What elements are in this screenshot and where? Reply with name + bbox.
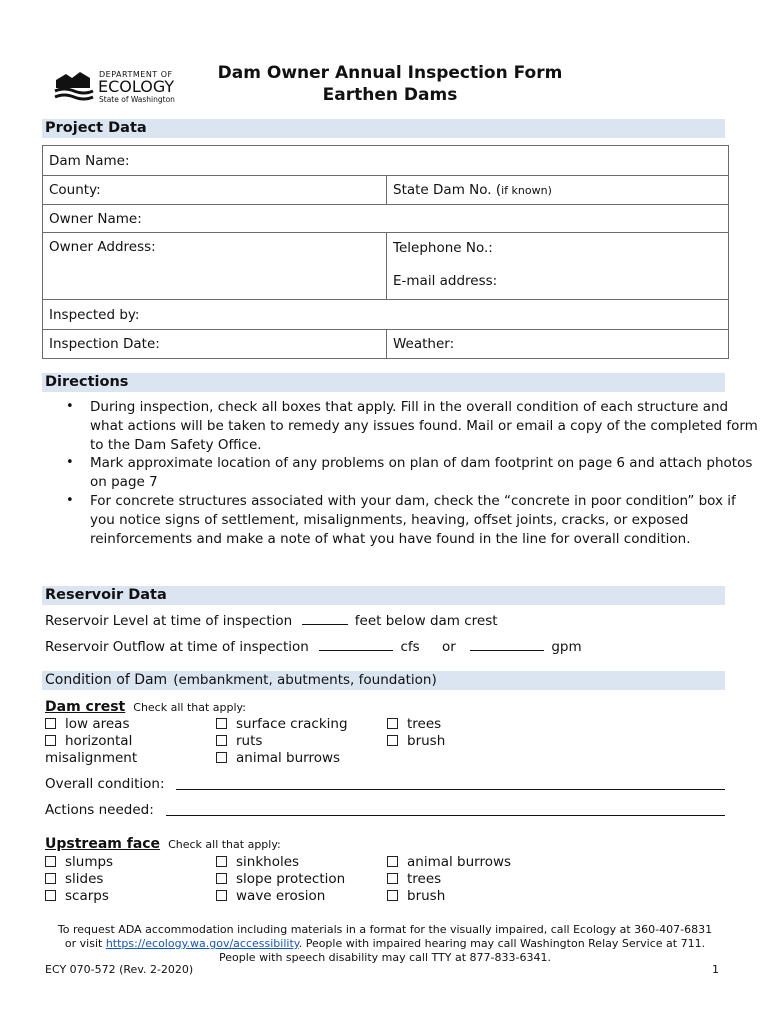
directions-heading: Directions — [42, 373, 725, 392]
checkbox-label: slope protection — [236, 871, 346, 887]
checkbox-item[interactable] — [387, 888, 511, 905]
inspected-by-field[interactable] — [43, 300, 729, 330]
direction-item: • For concrete structures associated with your dam, check the “concrete in poor condition” box if you notice signs of settlement, misalignments, heaving, offset joints, cracks, or exposed reinforcements and make a note of what you have found in the line for overall condition. — [90, 492, 758, 548]
checkbox-item[interactable] — [45, 888, 113, 905]
checkbox[interactable] — [45, 856, 56, 867]
checkbox[interactable] — [387, 856, 398, 867]
checkbox-item[interactable] — [45, 716, 195, 733]
dam-crest-heading — [45, 696, 246, 715]
reservoir-level-input[interactable] — [302, 612, 348, 625]
inspection-date-label: Inspection Date: — [49, 336, 160, 352]
page-number: 1 — [712, 963, 719, 976]
overall-condition-label: Overall condition: — [45, 776, 165, 792]
directions-list — [62, 398, 758, 548]
gpm-unit: gpm — [551, 639, 582, 655]
direction-item: • During inspection, check all boxes that apply. Fill in the overall condition of each structure and what actions will be taken to remedy any issues found. Mail or email a copy of the completed form to the Dam Safety Office. — [90, 398, 758, 454]
accessibility-link[interactable]: https://ecology.wa.gov/accessibility — [105, 937, 299, 950]
ada-line1: To request ADA accommodation including materials in a format for the visually impaired, call Ecology at 360-407-6831 — [57, 923, 713, 936]
owner-name-field[interactable] — [43, 205, 729, 233]
reservoir-level-row — [45, 612, 498, 630]
overall-condition-input[interactable] — [176, 789, 725, 790]
ada-line3: People with speech disability may call TTY at 877-833-6341. — [219, 951, 551, 964]
actions-needed-input[interactable] — [166, 815, 725, 816]
dam-crest-col1 — [45, 716, 195, 767]
ada-line2-post: . People with impaired hearing may call Washington Relay Service at 711. — [298, 937, 706, 950]
owner-address-field[interactable] — [43, 233, 387, 300]
checkbox-label: sinkholes — [236, 854, 300, 870]
checkbox-item[interactable] — [216, 854, 345, 871]
project-data-table — [42, 145, 729, 359]
logo-line2: ECOLOGY — [98, 77, 175, 96]
checkbox-item[interactable] — [387, 854, 511, 871]
county-field[interactable] — [43, 176, 387, 205]
contact-field[interactable] — [387, 233, 729, 300]
checkbox[interactable] — [216, 873, 227, 884]
checkbox-label: surface cracking — [236, 716, 348, 732]
or-text: or — [441, 639, 456, 655]
condition-heading-note: (embankment, abutments, foundation) — [173, 672, 437, 688]
reservoir-level-unit: feet below dam crest — [354, 613, 498, 629]
upstream-face-col1 — [45, 854, 113, 905]
checkbox-label: animal burrows — [407, 854, 512, 870]
checkbox-item[interactable] — [387, 733, 445, 750]
checkbox[interactable] — [216, 735, 227, 746]
checkbox-item[interactable] — [45, 733, 195, 767]
checkbox-label: ruts — [236, 733, 263, 749]
inspected-by-label: Inspected by: — [49, 306, 140, 323]
checkbox-item[interactable] — [45, 854, 113, 871]
checkbox-item[interactable] — [216, 888, 345, 905]
county-label: County: — [49, 182, 101, 198]
upstream-face-col2 — [216, 854, 345, 905]
actions-needed-label: Actions needed: — [45, 802, 154, 818]
form-id: ECY 070-572 (Rev. 2-2020) — [45, 963, 194, 976]
checkbox-item[interactable] — [216, 750, 348, 767]
ada-line2-pre: or visit — [64, 937, 106, 950]
dam-crest-title: Dam crest — [45, 699, 126, 715]
checkbox-label: brush — [407, 888, 446, 904]
checkbox[interactable] — [216, 752, 227, 763]
checkbox-item[interactable] — [216, 733, 348, 750]
checkbox-label: animal burrows — [236, 750, 341, 766]
logo-line1: DEPARTMENT OF — [99, 70, 173, 79]
checkbox[interactable] — [45, 735, 56, 746]
checkbox-item[interactable] — [216, 871, 345, 888]
state-dam-no-field[interactable] — [387, 176, 729, 205]
ada-line2 — [40, 937, 730, 951]
checkbox-label: brush — [407, 733, 446, 749]
checkbox[interactable] — [45, 718, 56, 729]
logo-line3: State of Washington — [99, 95, 175, 104]
condition-heading — [42, 671, 725, 690]
state-dam-no-note: if known) — [501, 184, 552, 197]
state-dam-no-label: State Dam No. ( — [393, 182, 502, 198]
checkbox[interactable] — [45, 873, 56, 884]
upstream-face-title: Upstream face — [45, 836, 161, 852]
checkbox[interactable] — [387, 873, 398, 884]
checkbox[interactable] — [387, 735, 398, 746]
dam-crest-note: Check all that apply: — [133, 701, 246, 714]
owner-name-label: Owner Name: — [49, 210, 142, 227]
outflow-cfs-input[interactable] — [319, 638, 393, 651]
form-title: Dam Owner Annual Inspection Form — [217, 63, 563, 83]
reservoir-level-label: Reservoir Level at time of inspection — [45, 613, 293, 629]
checkbox-label: wave erosion — [236, 888, 326, 904]
checkbox-label: slumps — [65, 854, 114, 870]
checkbox-item[interactable] — [45, 871, 113, 888]
ada-notice — [40, 923, 730, 965]
outflow-gpm-input[interactable] — [470, 638, 544, 651]
dam-crest-col2 — [216, 716, 348, 767]
checkbox-item[interactable] — [387, 871, 511, 888]
reservoir-outflow-row — [45, 638, 582, 656]
inspection-date-field[interactable] — [43, 330, 387, 359]
direction-item: • Mark approximate location of any problems on plan of dam footprint on page 6 and attach photos on page 7 — [90, 454, 758, 492]
telephone-label: Telephone No.: — [393, 240, 493, 256]
email-label: E-mail address: — [393, 273, 498, 289]
cfs-unit: cfs — [400, 639, 420, 655]
condition-heading-label: Condition of Dam — [45, 672, 168, 688]
dam-name-label: Dam Name: — [49, 152, 130, 169]
checkbox-item[interactable] — [216, 716, 348, 733]
checkbox-item[interactable] — [387, 716, 445, 733]
checkbox[interactable] — [387, 718, 398, 729]
dam-name-field[interactable] — [43, 146, 729, 176]
weather-label: Weather: — [393, 336, 455, 352]
upstream-face-note: Check all that apply: — [168, 838, 281, 851]
upstream-face-col3 — [387, 854, 511, 905]
checkbox-label: horizontal misalignment — [45, 733, 138, 766]
reservoir-data-heading: Reservoir Data — [42, 586, 725, 605]
checkbox[interactable] — [216, 856, 227, 867]
checkbox-label: trees — [407, 871, 442, 887]
checkbox[interactable] — [216, 718, 227, 729]
checkbox[interactable] — [45, 890, 56, 901]
reservoir-outflow-label: Reservoir Outflow at time of inspection — [45, 639, 309, 655]
owner-address-label: Owner Address: — [49, 239, 156, 255]
dam-crest-col3 — [387, 716, 445, 750]
checkbox-label: low areas — [65, 716, 130, 732]
form-subtitle: Earthen Dams — [322, 85, 458, 105]
checkbox-label: trees — [407, 716, 442, 732]
project-data-heading: Project Data — [42, 119, 725, 138]
checkbox[interactable] — [387, 890, 398, 901]
checkbox-label: slides — [65, 871, 104, 887]
upstream-face-heading — [45, 833, 281, 852]
weather-field[interactable] — [387, 330, 729, 359]
checkbox-label: scarps — [65, 888, 109, 904]
checkbox[interactable] — [216, 890, 227, 901]
